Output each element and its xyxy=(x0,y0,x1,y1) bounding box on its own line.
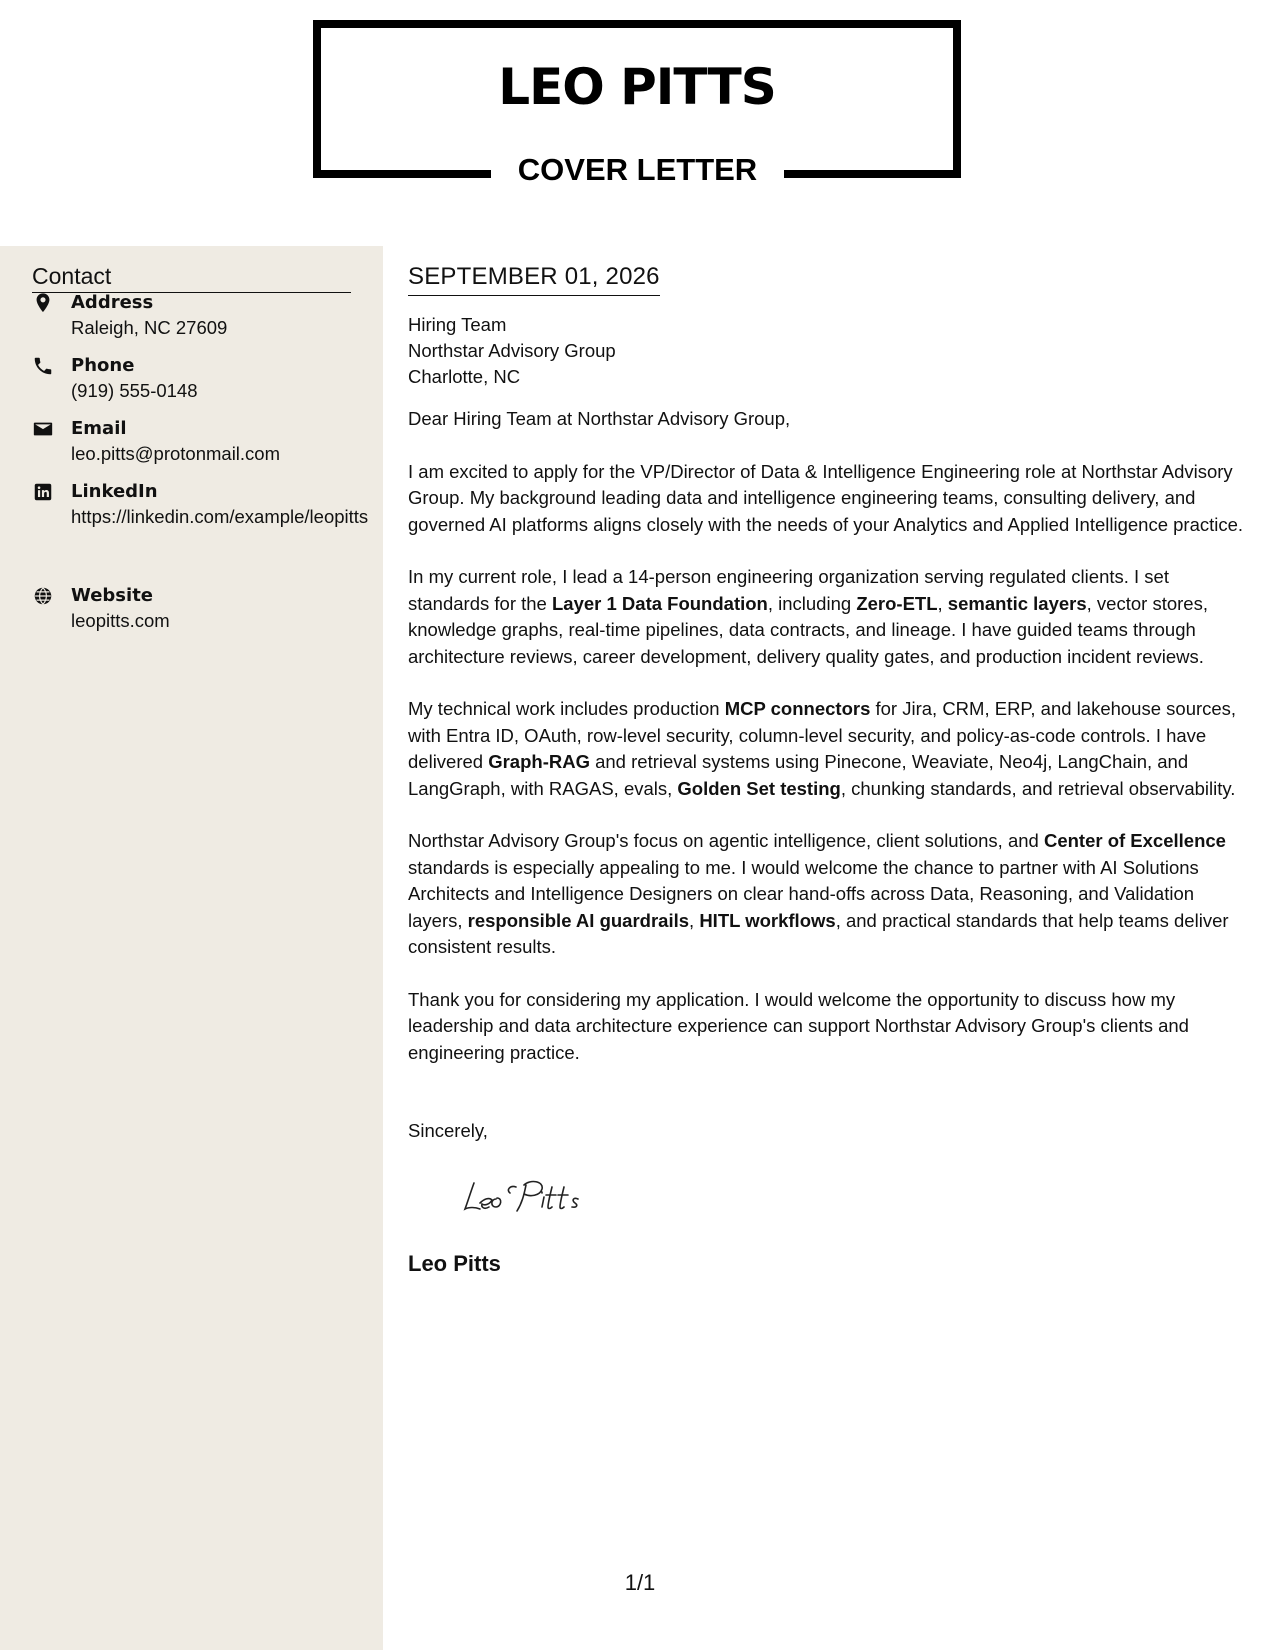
letter-paragraph xyxy=(408,459,1253,539)
paragraph-text: I am excited to apply for the VP/Director of Data & Intelligence Engineering role at Northstar Advisory Group. My background leading data and intelligence engineering teams, consulting delivery, and governed AI platforms aligns closely with the needs of your Analytics and Applied Intelligence practice. xyxy=(408,460,1244,535)
emphasis-text: semantic layers xyxy=(947,592,1087,614)
letter-paragraph xyxy=(408,987,1253,1067)
paragraph-text: , and practical standards that help teams deliver consistent results. xyxy=(408,909,1229,957)
contact-phone-value: (919) 555-0148 xyxy=(71,380,198,401)
paragraph-text: Thank you for considering my application. I would welcome the opportunity to discuss how my leadership and data architecture experience can support Northstar Advisory Group's clients and engineering practice. xyxy=(408,988,1189,1063)
emphasis-text: Graph-RAG xyxy=(488,751,590,772)
paragraph-text: , xyxy=(689,909,700,931)
page-number: 1/1 xyxy=(624,1570,656,1595)
header-frame-bottom-left xyxy=(313,170,491,178)
emphasis-text: MCP connectors xyxy=(724,698,871,719)
recipient-line: Northstar Advisory Group xyxy=(408,340,616,361)
emphasis-text: Layer 1 Data Foundation xyxy=(551,592,768,614)
paragraph-text: Northstar Advisory Group's focus on agentic intelligence, client solutions, and xyxy=(408,830,1044,851)
paragraph-text: and retrieval systems using Pinecone, Weaviate, Neo4j, LangChain, and LangGraph, with RAGAS, evals, xyxy=(408,751,1189,799)
linkedin-icon xyxy=(32,481,54,503)
applicant-name: LEO PITTS xyxy=(498,58,776,116)
recipient-line: Hiring Team xyxy=(408,314,507,335)
contact-heading: Contact xyxy=(32,262,351,293)
contact-address-value: Raleigh, NC 27609 xyxy=(71,317,228,338)
contact-phone-label: Phone xyxy=(71,355,135,376)
emphasis-text: Zero-ETL xyxy=(856,592,938,614)
emphasis-text: Center of Excellence xyxy=(1043,830,1226,851)
phone-icon xyxy=(32,355,54,377)
contact-email-label: Email xyxy=(71,418,127,439)
letter-paragraphs xyxy=(408,459,1253,1067)
paragraph-text: , vector stores, knowledge graphs, real-time pipelines, data contracts, and lineage. I have guided teams through architecture reviews, career development, delivery quality gates, and production incident reviews. xyxy=(408,592,1208,667)
paragraph-text: In my current role, I lead a 14-person engineering organization serving regulated clients. I set standards for the xyxy=(408,566,1169,614)
contact-email-value: leo.pitts@protonmail.com xyxy=(71,443,281,464)
closing: Sincerely, xyxy=(408,1120,488,1141)
paragraph-text: , including xyxy=(767,592,857,614)
contact-address-label: Address xyxy=(71,292,154,313)
contact-linkedin-label: LinkedIn xyxy=(71,481,158,502)
globe-icon xyxy=(32,585,54,607)
paragraph-text: , chunking standards, and retrieval observability. xyxy=(840,777,1236,799)
paragraph-text: standards is especially appealing to me. I would welcome the chance to partner with AI Solutions Architects and Intelligence Designers on clear hand-offs across Data, Reasoning, and Validation layers, xyxy=(408,856,1199,931)
letter-date: SEPTEMBER 01, 2026 xyxy=(408,262,660,296)
letter-body xyxy=(408,262,1253,1277)
contact-linkedin-value[interactable]: https://linkedin.com/example/leopitts xyxy=(71,506,369,527)
letter-paragraph xyxy=(408,564,1253,670)
letter-paragraph xyxy=(408,696,1253,802)
handwritten-signature xyxy=(460,1173,1253,1217)
emphasis-text: HITL workflows xyxy=(699,909,836,931)
signer-name: Leo Pitts xyxy=(408,1250,501,1276)
recipient-block xyxy=(408,312,1253,390)
salutation: Dear Hiring Team at Northstar Advisory Group, xyxy=(408,408,791,429)
paragraph-text: for Jira, CRM, ERP, and lakehouse sources, with Entra ID, OAuth, row-level security, column-level security, and policy-as-code controls. I have delivered xyxy=(408,698,1237,772)
emphasis-text: responsible AI guardrails xyxy=(467,909,690,931)
contact-website-label: Website xyxy=(71,585,154,606)
header-frame-bottom-right xyxy=(784,170,961,178)
letter-paragraph xyxy=(408,828,1253,961)
recipient-line: Charlotte, NC xyxy=(408,366,521,387)
paragraph-text: My technical work includes production xyxy=(408,698,725,719)
location-pin-icon xyxy=(32,292,54,314)
emphasis-text: Golden Set testing xyxy=(677,777,841,799)
paragraph-text: , xyxy=(937,592,948,614)
document-type: COVER LETTER xyxy=(517,152,758,187)
contact-website-value[interactable]: leopitts.com xyxy=(71,610,170,631)
email-icon xyxy=(32,418,54,440)
